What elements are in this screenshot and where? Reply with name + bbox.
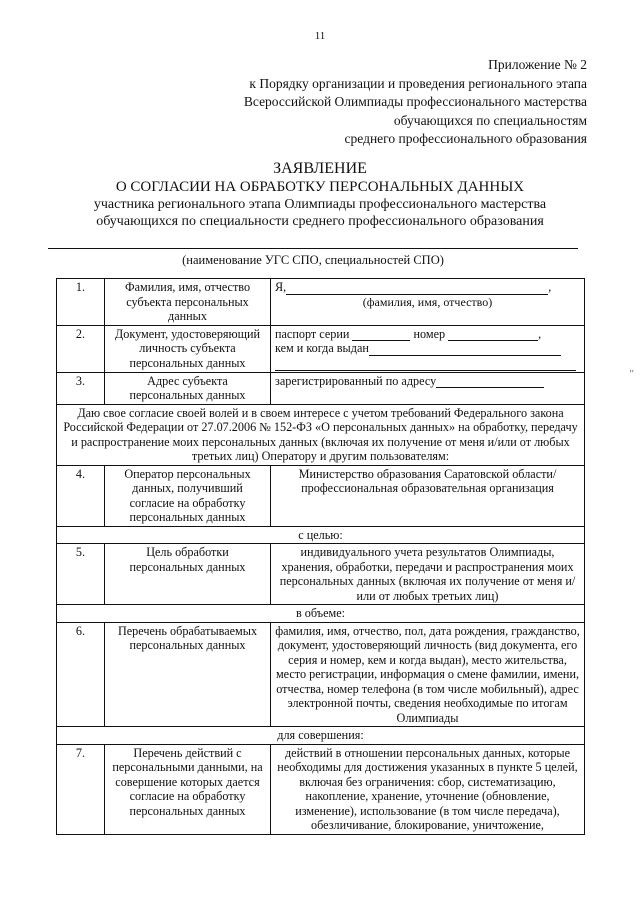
row-value-data-list: фамилия, имя, отчество, пол, дата рождения, гражданство, документ, удостоверяющий личность (вид документа, его серия и номер, кем и когда выдан), место жительства, место регистрации, информация о смене фамилии, имени, отчества, номер телефона (в том числе мобильный), адрес электронной почты, сведения необходимые по итогам Олимпиады: [271, 622, 585, 727]
passport-series-label: паспорт серии: [275, 326, 350, 341]
title-line-3: участника регионального этапа Олимпиады профессионального мастерства: [93, 197, 547, 212]
consent-statement: Даю свое согласие своей волей и в своем интересе с учетом требований Федерального закона Российской Федерации от 27.07.2006 № 152-ФЗ «О персональных данных» на обработку, передачу и распространение моих персональных данных (включая их получение от меня и/или от любых третьих лиц) Оператору и другим пользователям:: [57, 404, 585, 465]
table-row: [57, 622, 585, 727]
appendix-line: Приложение № 2: [488, 57, 587, 72]
table-row: [57, 372, 585, 404]
table-row: [57, 279, 585, 326]
appendix-header: [117, 56, 587, 149]
row-value-address: [271, 372, 585, 404]
row-label: Перечень обрабатываемых персональных данных: [105, 622, 271, 727]
address-label: зарегистрированный по адресу: [275, 373, 437, 388]
row-number: 2.: [57, 325, 105, 372]
row-value-purpose: индивидуального учета результатов Олимпиады, хранения, обработки, передачи и распространения моих персональных данных (включая их получение от меня и/или от любых третьих лиц): [271, 544, 585, 605]
title-line-1: ЗАЯВЛЕНИЕ: [273, 160, 367, 177]
table-row: [57, 526, 585, 544]
title-line-4: обучающихся по специальности среднего профессионального образования: [96, 214, 544, 229]
row-number: 5.: [57, 544, 105, 605]
row-number: 7.: [57, 744, 105, 834]
appendix-line: среднего профессионального образования: [344, 131, 587, 146]
passport-number-input-line[interactable]: [448, 328, 538, 341]
row-value-document: [271, 325, 585, 372]
table-row: [57, 404, 585, 465]
edge-mark: ": [629, 368, 634, 380]
row-label: Адрес субъекта персональных данных: [105, 372, 271, 404]
passport-series-input-line[interactable]: [352, 328, 410, 341]
ugs-fill-line[interactable]: [48, 248, 578, 249]
row-label: Фамилия, имя, отчество субъекта персональных данных: [105, 279, 271, 326]
row-label: Оператор персональных данных, получивший согласие на обработку персональных данных: [105, 465, 271, 526]
table-row: [57, 465, 585, 526]
fio-suffix: ,: [548, 280, 552, 294]
table-row: [57, 325, 585, 372]
page-number: 11: [314, 30, 326, 42]
ugs-caption: (наименование УГС СПО, специальностей СПО): [182, 253, 444, 267]
row-value-operator: Министерство образования Саратовской области/профессиональная образовательная организация: [271, 465, 585, 526]
section-separator-purpose: с целью:: [57, 526, 585, 544]
title-line-2: О СОГЛАСИИ НА ОБРАБОТКУ ПЕРСОНАЛЬНЫХ ДАННЫХ: [115, 179, 525, 195]
row-number: 4.: [57, 465, 105, 526]
appendix-line: обучающихся по специальностям: [393, 112, 587, 128]
table-row: [57, 605, 585, 623]
row-value-fio: [271, 279, 585, 326]
table-row: [57, 544, 585, 605]
appendix-line: к Порядку организации и проведения регионального этапа: [249, 75, 587, 91]
row-number: 6.: [57, 622, 105, 727]
document-title: [40, 160, 600, 230]
row-label: Документ, удостоверяющий личность субъекта персональных данных: [105, 325, 271, 372]
issued-by-label: кем и когда выдан: [275, 341, 369, 355]
consent-form-table: [56, 278, 585, 835]
row-label: Перечень действий с персональными данными, на совершение которых дается согласие на обработку персональных данных: [105, 744, 271, 834]
row-value-actions: действий в отношении персональных данных, которые необходимы для достижения указанных в пункте 5 целей, включая без ограничения: сбор, систематизацию, накопление, хранение, уточнение (обновление, изменение), использование (в том числе передача), обезличивание, блокирование, уничтожение,: [271, 744, 585, 834]
passport-comma: ,: [538, 326, 542, 341]
issued-by-input-line[interactable]: [369, 343, 561, 356]
appendix-line: Всероссийской Олимпиады профессионального мастерства: [243, 94, 587, 109]
table-row: [57, 727, 585, 745]
fio-input-line[interactable]: [286, 282, 548, 295]
table-row: [57, 744, 585, 834]
issued-by-extra-line[interactable]: [275, 356, 576, 371]
section-separator-actions: для совершения:: [57, 727, 585, 745]
row-label: Цель обработки персональных данных: [105, 544, 271, 605]
fio-prefix: Я,: [275, 280, 287, 294]
row-number: 1.: [57, 279, 105, 326]
passport-number-label: номер: [413, 326, 446, 341]
fio-caption: (фамилия, имя, отчество): [362, 294, 493, 309]
row-number: 3.: [57, 372, 105, 404]
section-separator-volume: в объеме:: [57, 605, 585, 623]
address-input-line[interactable]: [436, 375, 544, 388]
